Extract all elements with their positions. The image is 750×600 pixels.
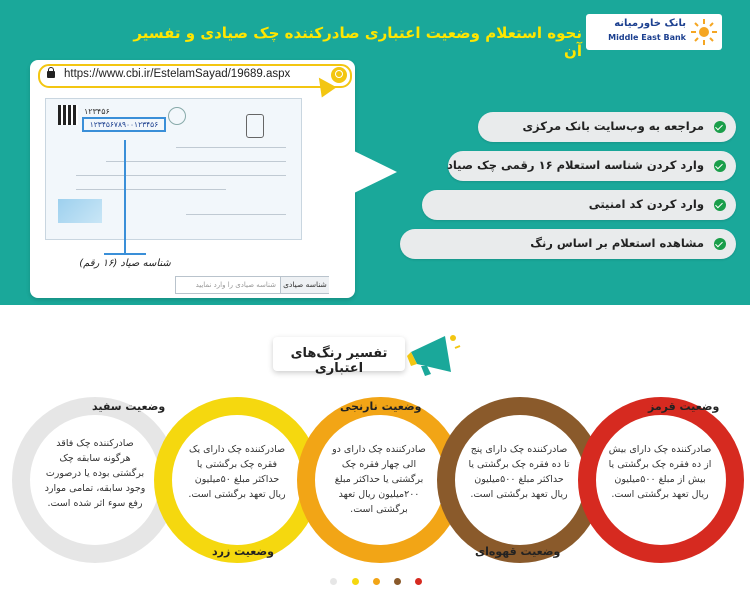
status-white-text: صادرکننده چک فاقد هرگونه سابقه چک برگشتی بوده یا درصورت وجود سابقه، تمامی موارد رفع سوء اثر شده است. bbox=[44, 438, 146, 509]
check-watermark bbox=[58, 199, 102, 223]
lock-icon bbox=[47, 71, 55, 78]
dot-red bbox=[415, 578, 422, 585]
emblem-icon bbox=[246, 114, 264, 138]
check-line bbox=[106, 161, 286, 162]
bank-logo bbox=[586, 14, 722, 50]
check-line bbox=[76, 189, 226, 190]
sayad-caption: شناسه صیاد (۱۶ رقم) bbox=[79, 258, 171, 269]
check-number: ۱۲۳۴۵۶ bbox=[84, 107, 110, 116]
pointer-line bbox=[104, 253, 146, 255]
step-2 bbox=[448, 151, 736, 181]
card-pointer bbox=[352, 150, 397, 194]
pointer-line bbox=[124, 140, 126, 255]
check-icon bbox=[714, 160, 726, 172]
status-brown-label: وضعیت قهوه‌ای bbox=[475, 545, 561, 558]
qr-code-icon bbox=[58, 105, 78, 125]
status-brown-text: صادرکننده چک دارای پنج تا ده فقره چک برگشتی یا حداکثر مبلغ ۵۰۰میلیون ریال تعهد برگشتی است. bbox=[468, 444, 570, 500]
bank-seal-icon bbox=[168, 107, 186, 125]
step-label: وارد کردن کد امنیتی bbox=[588, 197, 704, 211]
dot-white bbox=[330, 578, 337, 585]
step-label: مشاهده استعلام بر اساس رنگ bbox=[530, 236, 704, 250]
status-yellow-text: صادرکننده چک دارای یک فقره چک برگشتی یا حداکثر مبلغ ۵۰میلیون ریال تعهد برگشتی است. bbox=[188, 444, 286, 500]
section-title: تفسیر رنگ‌های اعتباری bbox=[290, 346, 388, 376]
section-title-box bbox=[273, 337, 405, 376]
status-yellow-label: وضعیت زرد bbox=[212, 545, 274, 558]
step-label: مراجعه به وب‌سایت بانک مرکزی bbox=[522, 119, 704, 133]
dot-orange bbox=[373, 578, 380, 585]
step-4 bbox=[400, 229, 736, 259]
url-text: https://www.cbi.ir/EstelamSayad/19689.aspx bbox=[64, 68, 291, 80]
status-red-text: صادرکننده چک دارای بیش از ده فقره چک برگشتی یا بیش از مبلغ ۵۰۰میلیون ریال تعهد برگشتی است. bbox=[608, 444, 712, 500]
check-image bbox=[45, 98, 302, 240]
check-icon bbox=[714, 121, 726, 133]
search-icon[interactable] bbox=[331, 67, 347, 83]
sayad-input-label: شناسه صیادی bbox=[280, 277, 329, 293]
sayad-number-box: ۱۲۳۴۵۶۷۸۹۰۰۱۲۳۴۵۶ bbox=[82, 117, 166, 132]
address-bar[interactable] bbox=[38, 64, 352, 88]
step-label: وارد کردن شناسه استعلام ۱۶ رقمی چک صیاد bbox=[446, 158, 704, 172]
bank-name-en: Middle East Bank bbox=[608, 33, 686, 42]
dot-yellow bbox=[352, 578, 359, 585]
step-3 bbox=[422, 190, 736, 220]
status-orange-text: صادرکننده چک دارای دو الی چهار فقره چک برگشتی یا حداکثر مبلغ ۲۰۰میلیون ریال تعهد برگشتی است. bbox=[332, 444, 426, 515]
status-orange-label: وضعیت نارنجی bbox=[340, 400, 422, 413]
status-red-label: وضعیت قرمز bbox=[648, 400, 720, 413]
status-white-label: وضعیت سفید bbox=[92, 400, 166, 413]
check-icon bbox=[714, 238, 726, 250]
sayad-input-placeholder[interactable]: شناسه صیادی را وارد نمایید bbox=[195, 281, 276, 289]
check-icon bbox=[714, 199, 726, 211]
megaphone-icon bbox=[405, 330, 461, 382]
page-title: نحوه استعلام وضعیت اعتباری صادرکننده چک صیادی و تفسیر آن bbox=[133, 24, 582, 60]
bank-name-fa: بانک خاورمیانه bbox=[614, 18, 686, 29]
check-line bbox=[76, 175, 286, 176]
sun-logo-icon bbox=[690, 18, 718, 46]
sayad-input-field[interactable] bbox=[175, 276, 329, 294]
dot-brown bbox=[394, 578, 401, 585]
check-line bbox=[176, 147, 286, 148]
step-1 bbox=[478, 112, 736, 142]
check-line bbox=[186, 214, 286, 215]
